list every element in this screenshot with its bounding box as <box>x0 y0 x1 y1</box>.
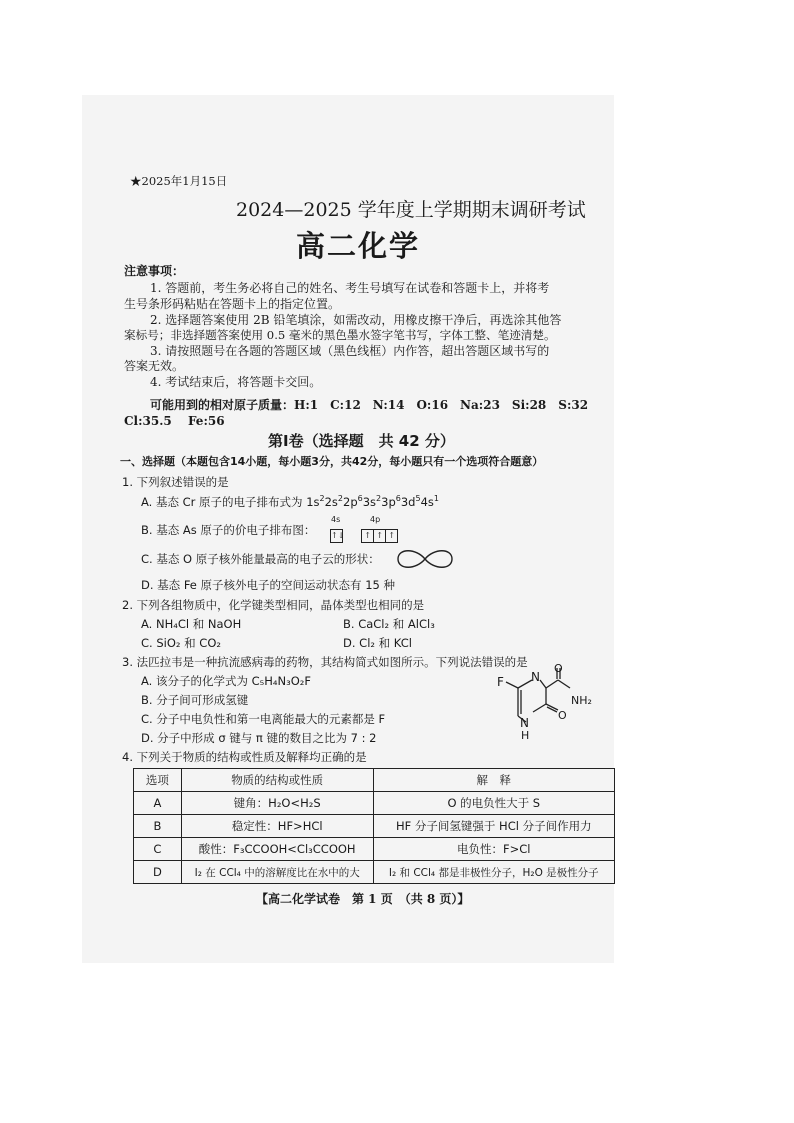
table-header-cell: 选项 <box>134 769 182 792</box>
subject-title: 高二化学 <box>296 229 421 263</box>
table-cell: I₂ 和 CCl₄ 都是非极性分子，H₂O 是极性分子 <box>373 861 614 884</box>
exam-date: ★2025年1月15日 <box>130 174 228 188</box>
q3-option-d: D. 分子中形成 σ 键与 π 键的数目之比为 7 : 2 <box>141 731 377 745</box>
atomic-masses-line1: 可能用到的相对原子质量：H:1 C:12 N:14 O:16 Na:23 Si:28 S:32 <box>150 398 589 412</box>
q2-stem: 2. 下列各组物质中，化学键类型相同，晶体类型也相同的是 <box>122 598 425 612</box>
q2-option-b: B. CaCl₂ 和 AlCl₃ <box>343 617 435 631</box>
q2-option-c: C. SiO₂ 和 CO₂ <box>141 636 222 650</box>
table-cell: D <box>134 861 182 884</box>
q1-option-c-text: C. 基态 O 原子核外能量最高的电子云的形状： <box>141 552 380 566</box>
q3-stem: 3. 法匹拉韦是一种抗流感病毒的药物，其结构简式如图所示。下列说法错误的是 <box>122 655 528 669</box>
struct-atom-n2: N <box>520 716 529 730</box>
note-4: 4. 考试结束后，将答题卡交回。 <box>150 375 322 389</box>
orbital-4p-box-2: ↑ <box>374 529 386 543</box>
table-cell: 电负性：F>Cl <box>373 838 614 861</box>
table-row <box>134 815 615 838</box>
note-3a: 3. 请按照题号在各题的答题区域（黑色线框）内作答，超出答题区域书写的 <box>150 344 550 358</box>
q1-option-a-text: A. 基态 Cr 原子的电子排布式为 <box>141 495 307 509</box>
note-1b: 生号条形码粘贴在答题卡上的指定位置。 <box>124 297 341 311</box>
struct-atom-f: F <box>497 675 504 689</box>
q1-option-c <box>141 552 380 567</box>
struct-atom-o1: O <box>554 662 563 675</box>
q1-option-a <box>141 495 439 510</box>
q2-option-a: A. NH₄Cl 和 NaOH <box>141 617 242 631</box>
table-cell: A <box>134 792 182 815</box>
note-1a: 1. 答题前，考生务必将自己的姓名、考生号填写在试卷和答题卡上，并将考 <box>150 281 550 295</box>
table-cell: I₂ 在 CCl₄ 中的溶解度比在水中的大 <box>181 861 373 884</box>
orbital-4s-box: ↑↓ <box>330 529 343 543</box>
q1-option-b <box>141 523 315 538</box>
table-cell: 键角：H₂O<H₂S <box>181 792 373 815</box>
q1-stem: 1. 下列叙述错误的是 <box>122 475 229 489</box>
page-footer: 【高二化学试卷 第 1 页 （共 8 页）】 <box>256 892 470 906</box>
table-cell: 酸性：F₃CCOOH<Cl₃CCOOH <box>181 838 373 861</box>
struct-atom-nh2: NH₂ <box>571 694 592 707</box>
q1-option-d: D. 基态 Fe 原子核外电子的空间运动状态有 15 种 <box>141 578 395 592</box>
note-3b: 答案无效。 <box>124 359 185 373</box>
table-cell: C <box>134 838 182 861</box>
q4-stem: 4. 下列关于物质的结构或性质及解释均正确的是 <box>122 750 367 764</box>
table-cell: HF 分子间氢键强于 HCl 分子间作用力 <box>373 815 614 838</box>
orbital-4p-box-3: ↑ <box>386 529 398 543</box>
note-2a: 2. 选择题答案使用 2B 铅笔填涂，如需改动，用橡皮擦干净后，再选涂其他答 <box>150 313 562 327</box>
exam-title: 2024—2025 学年度上学期期末调研考试 <box>236 199 586 221</box>
table-header-cell: 物质的结构或性质 <box>181 769 373 792</box>
table-header-cell: 解 释 <box>373 769 614 792</box>
table-row <box>134 861 615 884</box>
table-cell: B <box>134 815 182 838</box>
table-cell: 稳定性：HF>HCl <box>181 815 373 838</box>
q3-option-a: A. 该分子的化学式为 C₅H₄N₃O₂F <box>141 674 312 688</box>
q2-option-d: D. Cl₂ 和 KCl <box>343 636 412 650</box>
section-instruction: 一、选择题（本题包含14小题，每小题3分，共42分，每小题只有一个选项符合题意） <box>120 455 544 468</box>
cr-electron-config: $1s^22s^22p^63s^23p^63d^54s^1$ <box>306 494 439 509</box>
q4-table <box>133 768 615 884</box>
q3-option-c: C. 分子中电负性和第一电离能最大的元素都是 F <box>141 712 386 726</box>
struct-atom-o2: O <box>558 709 567 722</box>
table-row <box>134 792 615 815</box>
as-orbital-diagram <box>330 515 398 544</box>
table-header-row <box>134 769 615 792</box>
orbital-label-4s: 4s <box>331 515 341 524</box>
struct-atom-n1: N <box>531 670 540 684</box>
q1-option-b-text: B. 基态 As 原子的价电子排布图： <box>141 523 316 537</box>
table-cell: O 的电负性大于 S <box>373 792 614 815</box>
note-2b: 案标号；非选择题答案使用 0.5 毫米的黑色墨水签字笔书写，字体工整、笔迹清楚。 <box>124 328 556 342</box>
table-row <box>134 838 615 861</box>
atomic-masses-line2: Cl:35.5 Fe:56 <box>124 414 225 428</box>
notes-title: 注意事项： <box>124 264 185 278</box>
orbital-4p-box-1: ↑ <box>361 529 374 543</box>
section-title: 第Ⅰ卷（选择题 共 42 分） <box>268 432 455 450</box>
q3-option-b: B. 分子间可形成氢键 <box>141 693 249 707</box>
struct-atom-h: H <box>521 729 530 742</box>
orbital-label-4p: 4p <box>370 515 381 524</box>
p-orbital-dumbbell-icon <box>396 548 454 570</box>
